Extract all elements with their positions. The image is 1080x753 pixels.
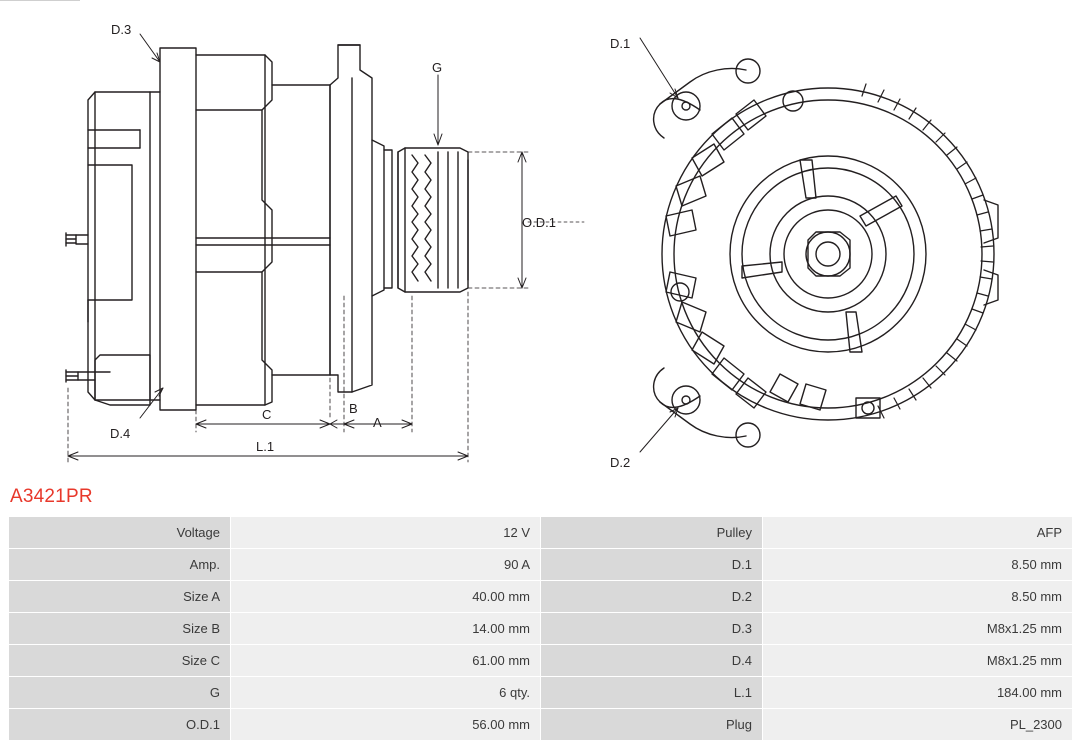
label-d4: D.4: [110, 426, 131, 441]
specifications-table: [8, 516, 1073, 741]
spec-label: D.1: [541, 549, 763, 581]
spec-value: 12 V: [231, 517, 541, 549]
label-c: C: [262, 407, 272, 422]
spec-value: 6 qty.: [231, 677, 541, 709]
table-row: [9, 549, 1073, 581]
label-od1: O.D.1: [522, 215, 556, 230]
spec-value: 14.00 mm: [231, 613, 541, 645]
spec-label: O.D.1: [9, 709, 231, 741]
label-b: B: [349, 401, 358, 416]
label-l1: L.1: [256, 439, 275, 454]
table-row: [9, 645, 1073, 677]
spec-label: D.3: [541, 613, 763, 645]
spec-label: Plug: [541, 709, 763, 741]
label-g: G: [432, 60, 443, 75]
spec-value: 61.00 mm: [231, 645, 541, 677]
spec-value: AFP: [763, 517, 1073, 549]
spec-label: Voltage: [9, 517, 231, 549]
table-row: [9, 581, 1073, 613]
table-row: [9, 517, 1073, 549]
label-d3: D.3: [111, 22, 132, 37]
spec-value: 90 A: [231, 549, 541, 581]
label-d2: D.2: [610, 455, 631, 470]
spec-value: 8.50 mm: [763, 549, 1073, 581]
label-a: A: [373, 415, 382, 430]
spec-value: 8.50 mm: [763, 581, 1073, 613]
spec-label: G: [9, 677, 231, 709]
part-number: A3421PR: [10, 486, 93, 507]
spec-label: L.1: [541, 677, 763, 709]
spec-value: M8x1.25 mm: [763, 613, 1073, 645]
spec-value: 56.00 mm: [231, 709, 541, 741]
spec-label: Pulley: [541, 517, 763, 549]
label-d1: D.1: [610, 36, 631, 51]
spec-label: Size B: [9, 613, 231, 645]
spec-value: PL_2300: [763, 709, 1073, 741]
spec-label: D.4: [541, 645, 763, 677]
spec-label: D.2: [541, 581, 763, 613]
table-row: [9, 709, 1073, 741]
spec-value: 184.00 mm: [763, 677, 1073, 709]
spec-value: 40.00 mm: [231, 581, 541, 613]
table-row: [9, 613, 1073, 645]
spec-value: M8x1.25 mm: [763, 645, 1073, 677]
spec-label: Size A: [9, 581, 231, 613]
spec-label: Size C: [9, 645, 231, 677]
table-row: [9, 677, 1073, 709]
spec-label: Amp.: [9, 549, 231, 581]
